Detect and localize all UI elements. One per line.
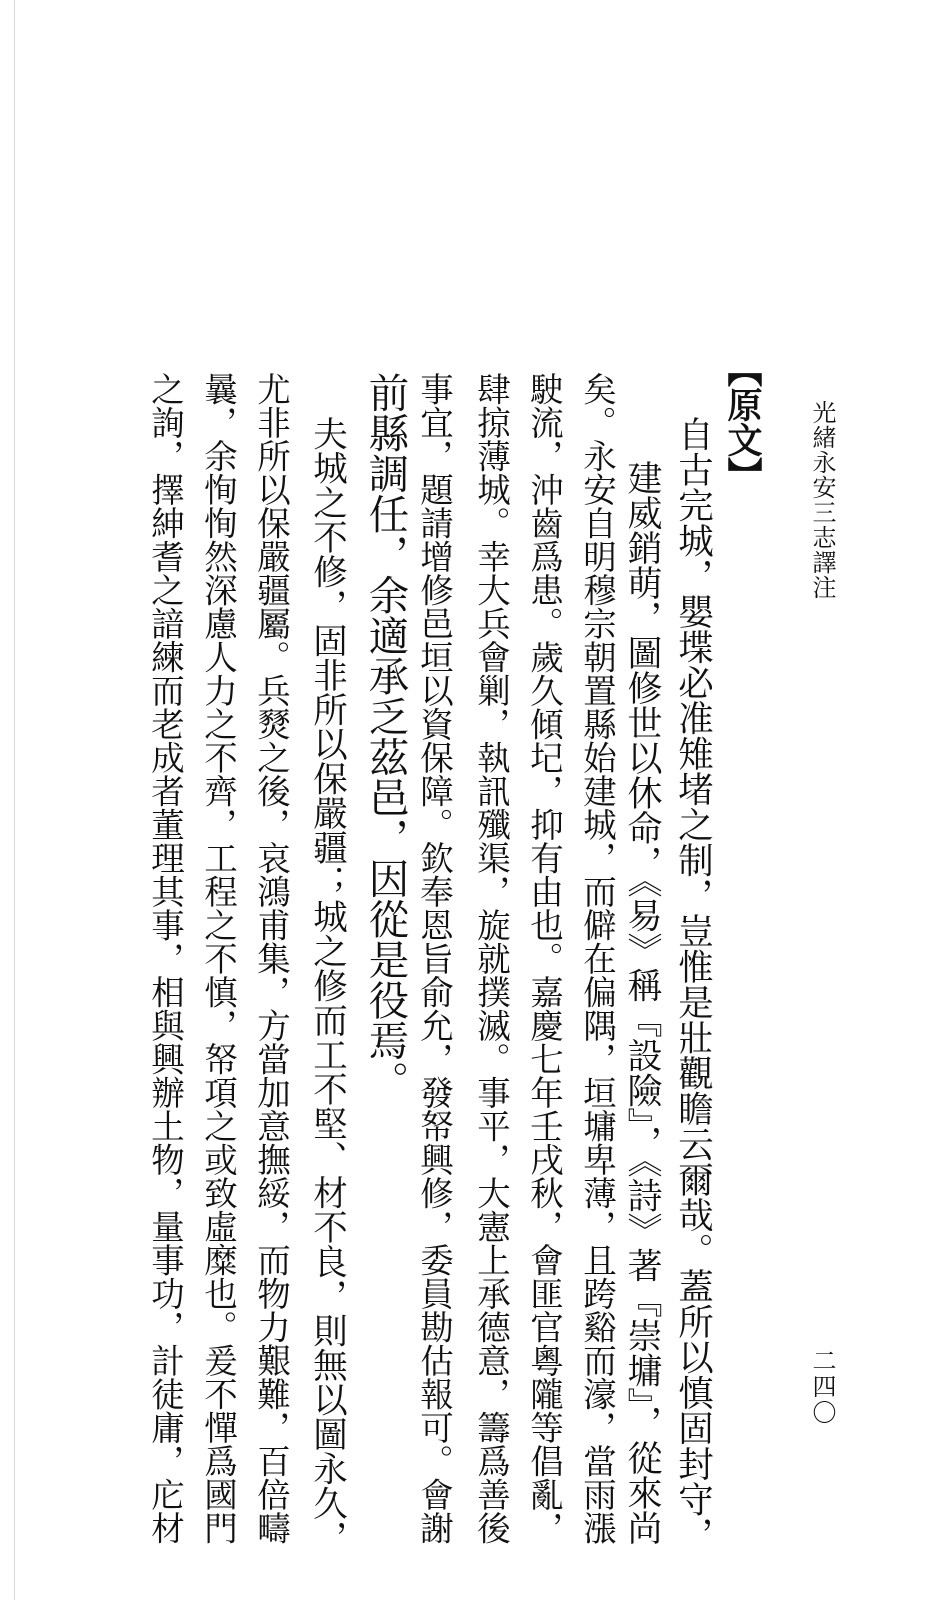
text-column-5: 肆掠薄城。幸大兵會剿，執訊殲渠，旋就撲滅。事平，大憲上承德意，籌爲善後 bbox=[471, 372, 511, 1545]
text-column-7: 前縣調任，余適承乏茲邑，因從是役焉。 bbox=[361, 372, 410, 1101]
section-heading: 【原文】 bbox=[722, 352, 763, 492]
text-column-2: 建威銷萌，圖修世以休命，《易》稱『設險』，《詩》著『崇墉』，從來尚 bbox=[622, 460, 662, 1545]
text-column-1: 自古完城，嬰堞必准雉堵之制，豈惟是壯觀瞻云爾哉。蓋所以慎固封守， bbox=[672, 416, 714, 1552]
text-column-8: 夫城之不修，固非所以保嚴疆；城之修而工不堅、材不良，則無以圖永久， bbox=[306, 416, 347, 1555]
text-column-11: 之詢，擇紳耆之諳練而老成者董理其事，相與興辦土物，量事功，計徒庸，庀材 bbox=[145, 372, 185, 1545]
running-title: 光緒永安三志譯注 bbox=[808, 400, 836, 600]
page-number: 二四〇 bbox=[808, 1348, 836, 1426]
text-column-3: 矣。永安自明穆宗朝置縣始建城，而僻在偏隅，垣墉卑薄，且跨谿而濠，當雨漲 bbox=[577, 372, 617, 1545]
text-column-6: 事宜，題請增修邑垣以資保障。欽奉恩旨俞允，發帑興修，委員勘估報可。會謝 bbox=[414, 372, 454, 1545]
text-column-4: 駛流，沖齒爲患。歲久傾圮，抑有由也。嘉慶七年壬戌秋，會匪官粵隴等倡亂， bbox=[524, 372, 564, 1545]
text-column-9: 尤非所以保嚴疆屬。兵燹之後，哀鴻甫集，方當加意撫綏，而物力艱難，百倍疇 bbox=[251, 372, 291, 1545]
page-edge-shadow bbox=[14, 0, 15, 1600]
text-column-10: 曩，余恂恂然深慮人力之不齊，工程之不慎，帑項之或致虛糜也。爰不憚爲國門 bbox=[198, 372, 238, 1545]
